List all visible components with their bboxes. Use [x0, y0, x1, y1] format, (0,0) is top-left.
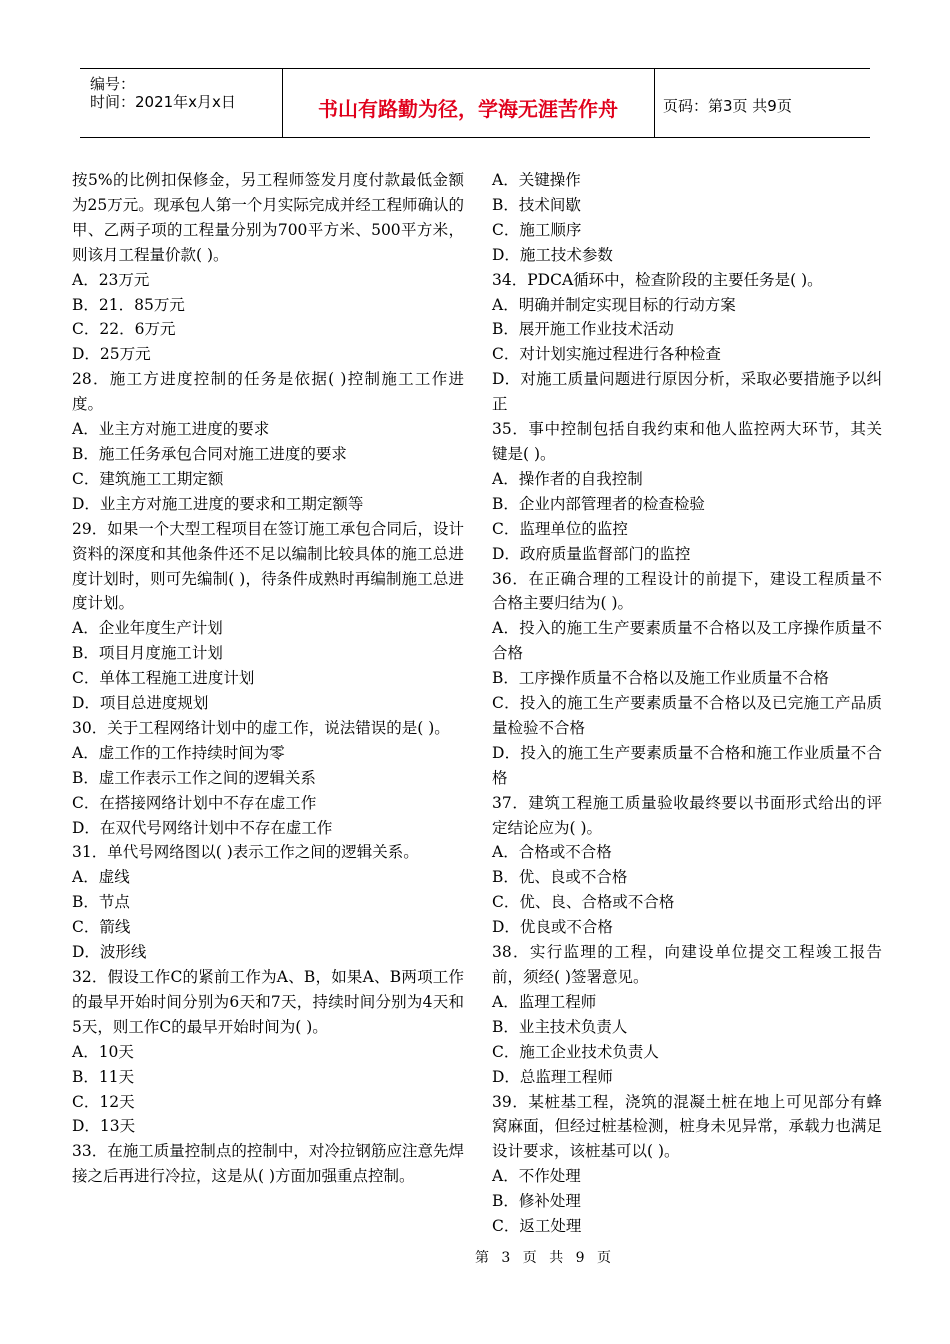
- footer-page-number: 第 3 页 共 9 页: [474, 1250, 616, 1266]
- answer-option: A．投入的施工生产要素质量不合格以及工序操作质量不合格: [492, 619, 882, 663]
- answer-option: D．在双代号网络计划中不存在虚工作: [72, 818, 333, 837]
- answer-option: C．12天: [72, 1092, 135, 1111]
- answer-option: B．修补处理: [492, 1192, 581, 1211]
- answer-option: D．13天: [72, 1117, 136, 1136]
- question-text: 31．单代号网络图以( )表示工作之间的逻辑关系。: [72, 843, 419, 862]
- header-page-code: 页码：第3页 共9页: [663, 97, 792, 115]
- answer-option: D．项目总进度规划: [72, 694, 209, 713]
- doc-number-label: 编号：: [90, 75, 136, 93]
- answer-option: D．政府质量监督部门的监控: [492, 544, 691, 563]
- page-footer: [0, 1247, 950, 1267]
- answer-option: B．施工任务承包合同对施工进度的要求: [72, 444, 347, 463]
- question-text: 按5%的比例扣保修金，另工程师签发月度付款最低金额为25万元。现承包人第一个月实际完成并经工程师确认的甲、乙两子项的工程量分别为700平方米、500平方米，则该月工程量价款( )。: [72, 171, 464, 264]
- answer-option: D．总监理工程师: [492, 1067, 613, 1086]
- answer-option: A．企业年度生产计划: [72, 619, 223, 638]
- answer-option: D．对施工质量问题进行原因分析，采取必要措施予以纠正: [492, 370, 882, 414]
- answer-option: A．10天: [72, 1042, 134, 1061]
- answer-option: D．业主方对施工进度的要求和工期定额等: [72, 494, 364, 513]
- question-text: 39．某桩基工程，浇筑的混凝土桩在地上可见部分有蜂窝麻面，但经过桩基检测，桩身未见异常，承载力也满足设计要求，该桩基可以( )。: [492, 1092, 882, 1161]
- answer-option: A．虚线: [72, 868, 130, 887]
- answer-option: B．项目月度施工计划: [72, 644, 223, 663]
- question-text: 34．PDCA循环中，检查阶段的主要任务是( )。: [492, 270, 823, 289]
- answer-option: B．11天: [72, 1067, 135, 1086]
- header-page-cell: [655, 69, 870, 137]
- answer-option: D．优良或不合格: [492, 918, 613, 937]
- answer-option: A．关键操作: [492, 171, 581, 189]
- answer-option: C．施工企业技术负责人: [492, 1042, 659, 1061]
- answer-option: B．展开施工作业技术活动: [492, 320, 674, 339]
- answer-option: C．22．6万元: [72, 320, 176, 339]
- answer-option: B．技术间歇: [492, 195, 581, 214]
- question-text: 38．实行监理的工程，向建设单位提交工程竣工报告前，须经( )签署意见。: [492, 943, 882, 986]
- answer-option: B．业主技术负责人: [492, 1017, 628, 1036]
- left-column: [72, 168, 464, 1189]
- answer-option: C．对计划实施过程进行各种检查: [492, 345, 721, 364]
- answer-option: C．施工顺序: [492, 220, 582, 239]
- question-text: 29．如果一个大型工程项目在签订施工承包合同后，设计资料的深度和其他条件还不足以编制比较具体的施工总进度计划时，则可先编制( )，待条件成熟时再编制施工总进度计划。: [72, 519, 464, 613]
- answer-option: C．单体工程施工进度计划: [72, 669, 255, 688]
- question-text: 37．建筑工程施工质量验收最终要以书面形式给出的评定结论应为( )。: [492, 793, 882, 837]
- answer-option: C．箭线: [72, 918, 131, 937]
- header-motto: 书山有路勤为径，学海无涯苦作舟: [318, 97, 618, 121]
- answer-option: A．明确并制定实现目标的行动方案: [492, 295, 736, 314]
- answer-option: C．在搭接网络计划中不存在虚工作: [72, 793, 317, 812]
- answer-option: A．23万元: [72, 270, 150, 289]
- header-meta-cell: [80, 69, 283, 137]
- answer-option: D．25万元: [72, 345, 151, 364]
- answer-option: C．投入的施工生产要素质量不合格以及已完施工产品质量检验不合格: [492, 694, 882, 737]
- answer-option: A．合格或不合格: [492, 843, 612, 862]
- answer-option: A．业主方对施工进度的要求: [72, 420, 270, 439]
- answer-option: A．监理工程师: [492, 992, 597, 1011]
- question-text: 35．事中控制包括自我约束和他人监控两大环节，其关键是( )。: [492, 420, 882, 463]
- answer-option: A．虚工作的工作持续时间为零: [72, 743, 285, 762]
- question-text: 32．假设工作C的紧前工作为A、B，如果A、B两项工作的最早开始时间分别为6天和7天，持续时间分别为4天和5天，则工作C的最早开始时间为( )。: [72, 968, 464, 1036]
- answer-option: B．企业内部管理者的检查检验: [492, 494, 705, 513]
- answer-option: A．不作处理: [492, 1167, 581, 1186]
- answer-option: B．21．85万元: [72, 295, 185, 314]
- answer-option: C．建筑施工工期定额: [72, 469, 224, 488]
- answer-option: C．监理单位的监控: [492, 519, 628, 538]
- question-text: 36．在正确合理的工程设计的前提下，建设工程质量不合格主要归结为( )。: [492, 569, 882, 613]
- question-text: 28．施工方进度控制的任务是依据( )控制施工工作进度。: [72, 370, 464, 414]
- answer-option: A．操作者的自我控制: [492, 469, 643, 488]
- answer-option: B．工序操作质量不合格以及施工作业质量不合格: [492, 669, 829, 688]
- answer-option: D．施工技术参数: [492, 245, 613, 264]
- answer-option: B．虚工作表示工作之间的逻辑关系: [72, 768, 316, 787]
- doc-time-label: 时间：2021年x月x日: [90, 93, 236, 111]
- answer-option: C．优、良、合格或不合格: [492, 893, 675, 912]
- answer-option: C．返工处理: [492, 1217, 582, 1236]
- answer-option: B．节点: [72, 893, 130, 912]
- page-header: [80, 68, 870, 138]
- question-text: 33．在施工质量控制点的控制中，对冷拉钢筋应注意先焊接之后再进行冷拉，这是从( )方面加强重点控制。: [72, 1142, 464, 1186]
- answer-option: D．波形线: [72, 943, 147, 962]
- answer-option: D．投入的施工生产要素质量不合格和施工作业质量不合格: [492, 743, 882, 787]
- question-text: 30．关于工程网络计划中的虚工作，说法错误的是( )。: [72, 718, 450, 737]
- right-column: [492, 168, 882, 1239]
- header-motto-cell: [282, 69, 655, 137]
- answer-option: B．优、良或不合格: [492, 868, 628, 887]
